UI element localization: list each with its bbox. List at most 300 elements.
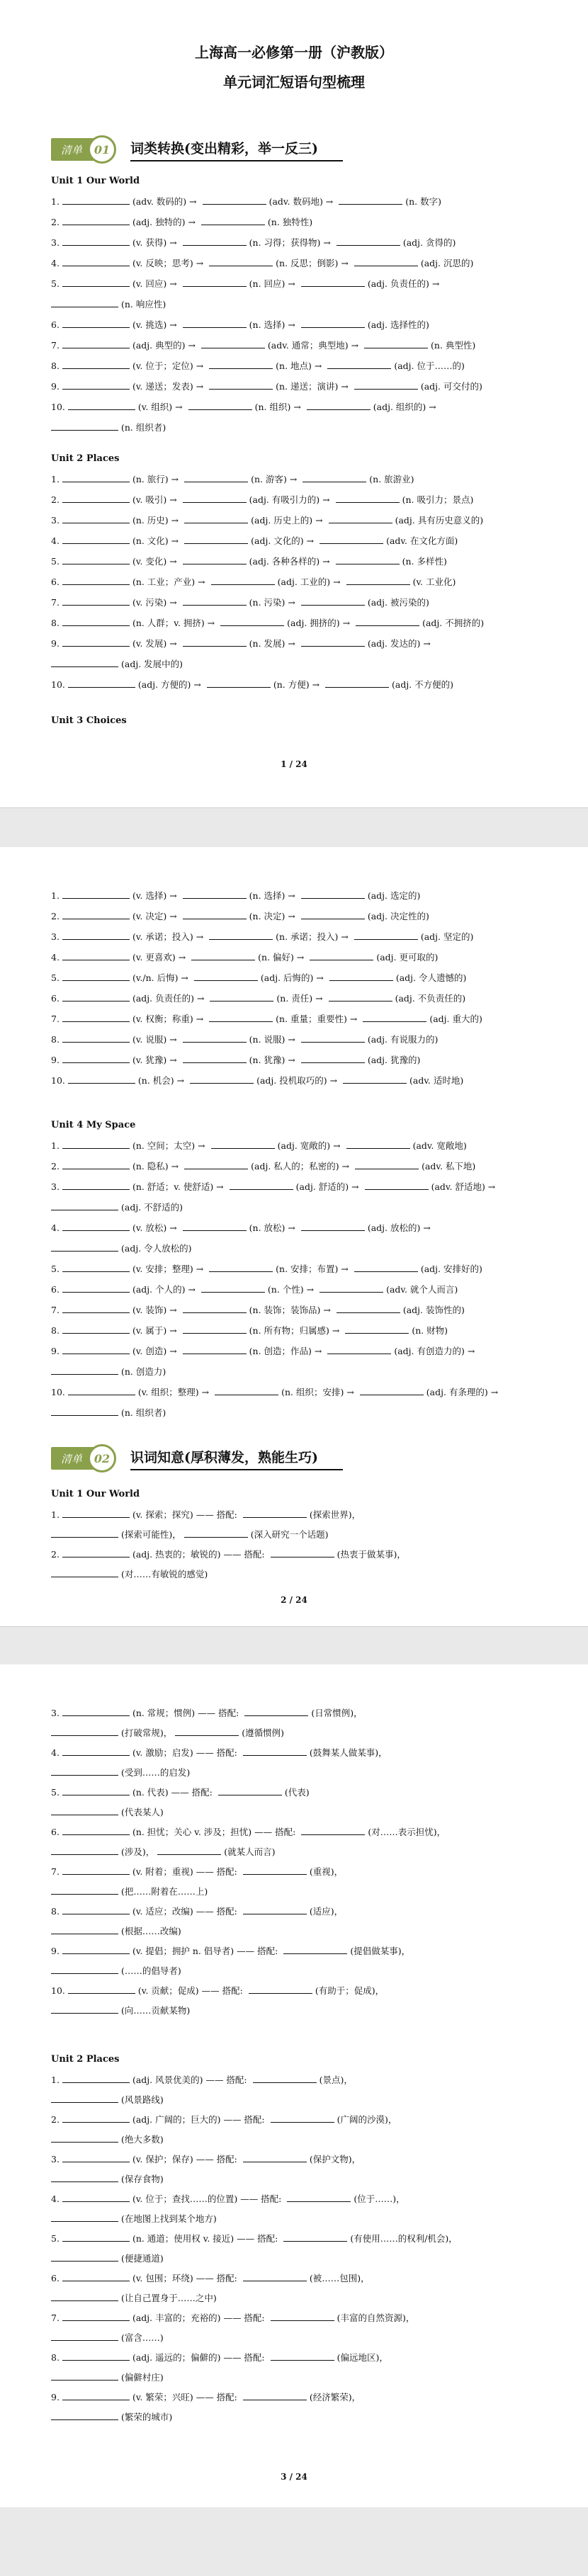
answer-blank[interactable] [183,1324,247,1334]
hint-text: (……的倡导者) [121,1965,181,1976]
hint-text: (adj. 丰富的；充裕的) —— 搭配: [132,2313,268,2323]
answer-blank[interactable] [62,951,130,960]
hint-text: (adj. 可交付的) [420,381,482,392]
hint-text: (n. 组织；安排) → [281,1387,357,1397]
answer-blank[interactable] [220,617,284,626]
answer-blank[interactable] [62,1345,130,1354]
answer-blank[interactable] [301,1222,365,1231]
exercise-line [51,1985,537,1997]
hint-text: (有助于；促成)， [315,1985,385,1996]
answer-blank[interactable] [51,1568,118,1577]
item-number: 6. [51,577,60,587]
answer-blank[interactable] [209,1013,273,1022]
hint-text: (adj. 安排好的) [420,1264,482,1274]
answer-blank[interactable] [62,535,130,544]
answer-blank[interactable] [68,1074,135,1084]
answer-blank[interactable] [303,473,366,482]
hint-text: (n. 犹豫) → [249,1055,298,1065]
answer-blank[interactable] [62,278,130,287]
answer-blank[interactable] [301,637,365,647]
hint-text: (让自己置身于……之中) [121,2293,217,2303]
exercise-line [51,298,537,310]
hint-text: (n. 创造力) [121,1366,166,1377]
answer-blank[interactable] [62,2312,130,2321]
page-number: 2 / 24 [281,1595,307,1605]
hint-text: (保存食物) [121,2174,164,2184]
answer-blank[interactable] [183,910,247,919]
exercise-line [51,319,537,331]
answer-blank[interactable] [301,910,365,919]
answer-blank[interactable] [184,535,248,544]
answer-blank[interactable] [62,2351,130,2361]
answer-blank[interactable] [301,890,365,899]
answer-blank[interactable] [183,319,247,328]
answer-blank[interactable] [62,1263,130,1272]
hint-text: (n. 组织者) [121,1407,166,1418]
answer-blank[interactable] [243,2153,307,2162]
answer-blank[interactable] [62,195,130,205]
answer-blank[interactable] [183,237,247,246]
answer-blank[interactable] [188,401,252,410]
item-number: 3. [51,515,60,526]
answer-blank[interactable] [211,1140,275,1149]
answer-blank[interactable] [354,931,418,940]
answer-blank[interactable] [356,617,419,626]
answer-blank[interactable] [62,992,130,1002]
answer-blank[interactable] [345,1324,409,1334]
exercise-line [51,1140,537,1152]
answer-blank[interactable] [329,514,392,523]
answer-blank[interactable] [51,1885,118,1895]
exercise-line [51,2332,537,2344]
answer-blank[interactable] [157,1846,221,1855]
exercise-line [51,360,537,372]
exercise-line [51,1366,537,1378]
hint-text: (adj. 私人的；私密的) → [251,1161,353,1171]
answer-blank[interactable] [51,1528,118,1538]
answer-blank[interactable] [183,1054,247,1063]
hint-text: (v. 回应) → [132,278,180,289]
answer-blank[interactable] [287,2193,351,2202]
answer-blank[interactable] [62,1866,130,1875]
exercise-line [51,1263,537,1275]
answer-blank[interactable] [337,237,400,246]
item-number: 4. [51,535,60,546]
answer-blank[interactable] [253,2074,317,2083]
answer-blank[interactable] [62,1905,130,1914]
answer-blank[interactable] [62,2391,130,2400]
answer-blank[interactable] [336,555,400,564]
answer-blank[interactable] [62,339,130,348]
answer-blank[interactable] [62,1304,130,1313]
answer-blank[interactable] [271,2113,334,2123]
answer-blank[interactable] [51,1925,118,1934]
hint-text: (n. 机会) → [137,1075,188,1086]
answer-blank[interactable] [183,890,247,899]
hint-text: (adv. 舒适地) → [431,1181,496,1192]
answer-blank[interactable] [51,2173,118,2182]
answer-blank[interactable] [62,494,130,503]
hint-text: (adj. 贪得的) [402,237,456,248]
answer-blank[interactable] [230,1181,293,1190]
answer-blank[interactable] [301,1054,365,1063]
answer-blank[interactable] [327,360,391,369]
answer-blank[interactable] [51,1965,118,1974]
answer-blank[interactable] [283,2232,347,2242]
answer-blank[interactable] [62,890,130,899]
answer-blank[interactable] [209,931,273,940]
answer-blank[interactable] [307,401,371,410]
answer-blank[interactable] [68,1386,135,1395]
answer-blank[interactable] [327,1345,391,1354]
answer-blank[interactable] [215,1386,278,1395]
exercise-line [51,473,537,485]
answer-blank[interactable] [218,1786,282,1795]
answer-blank[interactable] [320,1283,383,1293]
page-number: 3 / 24 [281,2472,307,2482]
answer-blank[interactable] [62,1747,130,1756]
answer-blank[interactable] [301,1826,365,1835]
answer-blank[interactable] [62,1324,130,1334]
answer-blank[interactable] [62,637,130,647]
item-number: 10. [51,1387,65,1397]
answer-blank[interactable] [243,1747,307,1756]
hint-text: (n. 多样性) [402,556,447,567]
hint-text: (adj. 典型的) → [132,340,198,351]
hint-text: (n. 重量；重要性) → [276,1014,361,1024]
answer-blank[interactable] [329,972,393,981]
answer-blank[interactable] [62,473,130,482]
answer-blank[interactable] [51,1201,118,1210]
answer-blank[interactable] [183,555,247,564]
answer-blank[interactable] [339,195,402,205]
exercise-line [51,1826,537,1838]
answer-blank[interactable] [62,2153,130,2162]
item-number: 9. [51,638,60,649]
answer-blank[interactable] [183,596,247,606]
hint-text: (n. 常规；惯例) —— 搭配: [132,1708,242,1718]
answer-blank[interactable] [190,1074,254,1084]
answer-blank[interactable] [194,972,258,981]
answer-blank[interactable] [62,2193,130,2202]
answer-blank[interactable] [62,1786,130,1795]
answer-blank[interactable] [301,278,365,287]
answer-blank[interactable] [183,1345,247,1354]
answer-blank[interactable] [184,514,248,523]
answer-blank[interactable] [320,535,383,544]
exercise-line [51,1945,537,1957]
hint-text: (对……有敏锐的感觉) [121,1569,208,1579]
answer-blank[interactable] [209,380,273,390]
answer-blank[interactable] [365,1181,429,1190]
answer-blank[interactable] [68,401,135,410]
hint-text: (n. 文化) → [132,535,182,546]
hint-text: (适应)， [309,1906,344,1917]
answer-blank[interactable] [51,2004,118,2014]
answer-blank[interactable] [183,1222,247,1231]
answer-blank[interactable] [62,576,130,585]
answer-blank[interactable] [62,1181,130,1190]
answer-blank[interactable] [62,380,130,390]
hint-text: (adj. 拥挤的) → [287,618,354,628]
item-number: 8. [51,2352,60,2363]
hint-text: (adj. 负责任的) → [132,993,208,1004]
answer-blank[interactable] [336,494,400,503]
answer-blank[interactable] [62,1509,130,1518]
answer-blank[interactable] [337,1304,400,1313]
answer-blank[interactable] [62,514,130,523]
hint-text: (n. 数字) [405,196,442,207]
answer-blank[interactable] [244,1707,308,1716]
answer-blank[interactable] [325,679,389,688]
answer-blank[interactable] [354,1263,418,1272]
hint-text: (n. 独特性) [267,217,313,227]
answer-blank[interactable] [62,2074,130,2083]
item-number: 8. [51,1325,60,1336]
answer-blank[interactable] [62,972,130,981]
answer-blank[interactable] [354,380,418,390]
hint-text: (adj. 负责任的) → [367,278,440,289]
answer-blank[interactable] [343,1074,407,1084]
item-number: 4. [51,1747,60,1758]
hint-text: (n. 人群；v. 拥挤) → [132,618,218,628]
answer-blank[interactable] [201,1283,265,1293]
hint-text: (v. 安排；整理) → [132,1264,207,1274]
answer-blank[interactable] [201,216,265,225]
answer-blank[interactable] [51,1846,118,1855]
answer-blank[interactable] [51,658,118,667]
answer-blank[interactable] [51,2371,118,2381]
exercise-line [51,992,537,1004]
hint-text: (在地图上找到某个地方) [121,2213,217,2224]
answer-blank[interactable] [62,1945,130,1954]
answer-blank[interactable] [301,319,365,328]
hint-text: (v. 获得) → [132,237,180,248]
answer-blank[interactable] [363,1013,426,1022]
hint-text: (把……附着在……上) [121,1886,208,1897]
answer-blank[interactable] [191,951,255,960]
answer-blank[interactable] [201,339,265,348]
answer-blank[interactable] [68,679,135,688]
answer-blank[interactable] [207,679,271,688]
answer-blank[interactable] [243,1866,307,1875]
exercise-line [51,1201,537,1213]
hint-text: (adj. 选定的) [367,890,421,901]
answer-blank[interactable] [62,2272,130,2281]
answer-blank[interactable] [184,1528,248,1538]
answer-blank[interactable] [364,339,428,348]
answer-blank[interactable] [51,1242,118,1252]
exercise-line [51,951,537,963]
exercise-line [51,2074,537,2086]
item-number: 5. [51,2233,60,2244]
hint-text: (v. 包围；环绕) —— 搭配: [132,2273,240,2283]
answer-blank[interactable] [183,1304,247,1313]
answer-blank[interactable] [51,298,118,307]
answer-blank[interactable] [209,360,273,369]
answer-blank[interactable] [51,421,118,431]
answer-blank[interactable] [62,1054,130,1063]
exercise-line [51,2113,537,2126]
item-number: 5. [51,972,60,983]
exercise-line [51,1407,537,1419]
hint-text: (v. 保护；保存) —— 搭配: [132,2154,240,2164]
answer-blank[interactable] [62,1707,130,1716]
answer-blank[interactable] [51,2213,118,2222]
hint-text: (adj. 独特的) → [132,217,198,227]
hint-text: (adv. 私下地) [422,1161,476,1171]
answer-blank[interactable] [51,1407,118,1416]
item-number: 8. [51,618,60,628]
hint-text: (n. 吸引力；景点) [402,494,474,505]
answer-blank[interactable] [62,1160,130,1169]
answer-blank[interactable] [184,473,248,482]
answer-blank[interactable] [184,1160,248,1169]
hint-text: (adj. 风景优美的) —— 搭配: [132,2075,250,2085]
answer-blank[interactable] [62,1548,130,1557]
answer-blank[interactable] [346,576,410,585]
hint-text: (n. 习得；获得物) → [249,237,334,248]
item-number: 9. [51,1346,60,1356]
answer-blank[interactable] [62,1283,130,1293]
doc-title: 上海高一必修第一册（沪教版） [195,44,393,61]
answer-blank[interactable] [62,360,130,369]
answer-blank[interactable] [51,2094,118,2103]
hint-text: (adj. 坚定的) [420,931,474,942]
exercise-line [51,2094,537,2106]
item-number: 1. [51,474,60,484]
answer-blank[interactable] [51,2411,118,2420]
answer-blank[interactable] [354,257,418,266]
hint-text: (偏远地区)， [337,2352,388,2363]
answer-blank[interactable] [283,1945,347,1954]
answer-blank[interactable] [62,257,130,266]
answer-blank[interactable] [62,596,130,606]
answer-blank[interactable] [271,1548,334,1557]
exercise-line [51,910,537,922]
answer-blank[interactable] [301,596,365,606]
answer-blank[interactable] [62,237,130,246]
hint-text: (n. 个性) → [267,1284,317,1295]
answer-blank[interactable] [51,1766,118,1776]
hint-text: (n. 承诺；投入) → [276,931,351,942]
answer-blank[interactable] [183,494,247,503]
answer-blank[interactable] [51,2133,118,2143]
answer-blank[interactable] [175,1727,239,1736]
answer-blank[interactable] [209,1263,273,1272]
answer-blank[interactable] [62,1826,130,1835]
answer-blank[interactable] [62,555,130,564]
exercise-line [51,2292,537,2304]
answer-blank[interactable] [360,1386,424,1395]
answer-blank[interactable] [243,2391,307,2400]
exercise-line [51,931,537,943]
answer-blank[interactable] [301,1033,365,1043]
answer-blank[interactable] [51,1366,118,1375]
answer-blank[interactable] [62,617,130,626]
hint-text: (v. 决定) → [132,911,180,921]
answer-blank[interactable] [51,2332,118,2341]
hint-text: (v. 污染) → [132,597,180,608]
exercise-line [51,278,537,290]
answer-blank[interactable] [243,1905,307,1914]
answer-blank[interactable] [346,1140,410,1149]
hint-text: (adj. 各种各样的) → [249,556,333,567]
answer-blank[interactable] [62,1033,130,1043]
item-number: 6. [51,2273,60,2283]
hint-text: (adj. 犹豫的) [367,1055,421,1065]
answer-blank[interactable] [329,992,392,1002]
answer-blank[interactable] [243,2272,307,2281]
hint-text: (adj. 遥远的；偏僻的) —— 搭配: [132,2352,268,2363]
answer-blank[interactable] [183,1033,247,1043]
hint-text: (绝大多数) [121,2134,164,2145]
answer-blank[interactable] [183,278,247,287]
item-number: 1. [51,1509,60,1520]
exercise-line [51,637,537,649]
hint-text: (n. 方便) → [273,679,323,690]
answer-blank[interactable] [62,1140,130,1149]
hint-text: (v. 组织；整理) → [137,1387,213,1397]
answer-blank[interactable] [243,1509,307,1518]
hint-text: (n. 放松) → [249,1222,298,1233]
answer-blank[interactable] [249,1985,312,1994]
hint-text: (代表) [284,1787,310,1798]
hint-text: (adj. 令人遗憾的) [395,972,467,983]
answer-blank[interactable] [210,992,273,1002]
answer-blank[interactable] [271,2351,334,2361]
answer-blank[interactable] [62,910,130,919]
answer-blank[interactable] [209,257,273,266]
answer-blank[interactable] [62,319,130,328]
item-number: 1. [51,196,60,207]
hint-text: (adj. 个人的) → [132,1284,198,1295]
answer-blank[interactable] [68,1985,135,1994]
answer-blank[interactable] [355,1160,419,1169]
answer-blank[interactable] [62,1013,130,1022]
answer-blank[interactable] [62,2113,130,2123]
exercise-line [51,1386,537,1398]
answer-blank[interactable] [62,216,130,225]
hint-text: (n. 偏好) → [258,952,307,963]
exercise-line [51,2411,537,2423]
hint-text: (v. 递送；发表) → [132,381,207,392]
answer-blank[interactable] [203,195,266,205]
hint-text: (v. 选择) → [132,890,180,901]
answer-blank[interactable] [310,951,373,960]
hint-text: (v. 犹豫) → [132,1055,180,1065]
answer-blank[interactable] [271,2312,334,2321]
item-number: 4. [51,2194,60,2204]
exercise-line [51,1033,537,1045]
exercise-line [51,2193,537,2205]
hint-text: (adj. 组织的) → [373,402,436,412]
answer-blank[interactable] [211,576,275,585]
answer-blank[interactable] [51,2252,118,2262]
answer-blank[interactable] [51,1727,118,1736]
answer-blank[interactable] [62,931,130,940]
answer-blank[interactable] [51,2292,118,2301]
hint-text: (涉及)， [121,1846,155,1857]
answer-blank[interactable] [62,2232,130,2242]
hint-text: (v. 吸引) → [132,494,180,505]
answer-blank[interactable] [51,1806,118,1815]
answer-blank[interactable] [62,1222,130,1231]
answer-blank[interactable] [183,637,247,647]
exercise-line [51,1786,537,1798]
section-title: 词类转换(变出精彩，举一反三) [130,138,343,161]
exercise-line [51,339,537,351]
